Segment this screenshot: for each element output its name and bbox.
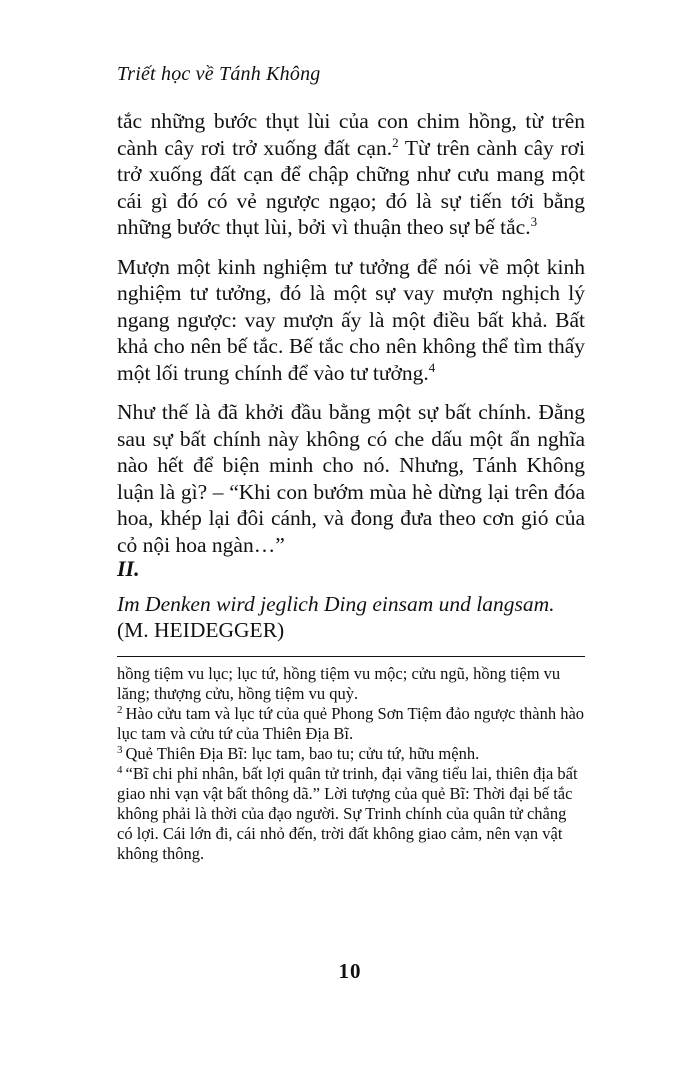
footnote-divider — [117, 656, 585, 657]
body-text — [117, 108, 585, 571]
epigraph-author: (M. HEIDEGGER) — [117, 618, 285, 642]
section-heading: II. — [117, 556, 140, 581]
epigraph-quote: Im Denken wird jeglich Ding einsam und langsam. — [117, 592, 555, 616]
footnote-text: Quẻ Thiên Địa Bĩ: lục tam, bao tu; cửu tứ, hữu mệnh. — [125, 744, 480, 763]
footnote-reference: 2 — [392, 134, 399, 150]
page-number: 10 — [338, 959, 362, 983]
footnote — [117, 664, 585, 704]
paragraph-text: Như thế là đã khởi đầu bằng một sự bất chính. Đằng sau sự bất chính này không có che dấu một ẩn nghĩa nào hết để biện minh cho nó. Nhưng, Tánh Không luận là gì? – “Khi con bướm mùa hè dừng lại trên đóa hoa, khép lại đôi cánh, và đong đưa theo cơn gió của cỏ nội hoa ngàn…” — [117, 400, 585, 557]
footnote-text: “Bĩ chi phỉ nhân, bất lợi quân tử trinh, đại vãng tiểu lai, thiên địa bất giao nhi vạn vật bất thông dã.” Lời tượng của quẻ Bĩ: Thời đại bế tắc không phải là thời của đạo người. Sự Trinh chính của quân tử chẳng có lợi. Cái lớn đi, cái nhỏ đến, trời đất không giao cảm, nên vạn vật không thông. — [117, 764, 578, 863]
paragraph-text: Từ trên cành cây rơi trở xuống đất cạn để chập chững như cưu mang một cái gì đó có vẻ ngược ngạo; đó là sự tiến tới bằng những bước thụt lùi, bởi vì thuận theo sự bế tắc. — [117, 135, 586, 239]
footnote-reference: 4 — [428, 359, 436, 375]
epigraph — [117, 591, 597, 643]
footnotes — [117, 664, 585, 864]
footnote-number: 2 — [117, 703, 123, 716]
footnote-text: hồng tiệm vu lục; lục tứ, hồng tiệm vu mộc; cửu ngũ, hồng tiệm vu lăng; thượng cửu, hồng tiệm vu quỳ. — [117, 664, 561, 703]
footnote-text: Hào cửu tam và lục tứ của quẻ Phong Sơn Tiệm đảo ngược thành hào lục tam và cửu tứ của Thiên Địa Bĩ. — [117, 704, 585, 743]
paragraph-text: Mượn một kinh nghiệm tư tưởng để nói về một kinh nghiệm tư tưởng, đó là một sự vay mượn nghịch lý ngang ngược: vay mượn ấy là một điều bất khả. Bất khả cho nên bế tắc. Bế tắc cho nên không thể tìm thấy một lối trung chính để vào tư tưởng. — [117, 254, 585, 385]
running-head: Triết học về Tánh Không — [117, 63, 321, 85]
body-paragraph — [117, 399, 585, 558]
footnote — [117, 764, 585, 864]
body-paragraph — [117, 254, 585, 387]
footnote-reference: 3 — [530, 213, 538, 229]
footnote-number: 3 — [117, 743, 123, 756]
footnote — [117, 704, 585, 744]
body-paragraph — [117, 108, 585, 241]
paragraph-text: tắc những bước thụt lùi của con chim hồng, từ trên cành cây rơi trở xuống đất cạn. — [117, 109, 585, 160]
footnote — [117, 744, 585, 764]
footnote-number: 4 — [117, 763, 123, 776]
